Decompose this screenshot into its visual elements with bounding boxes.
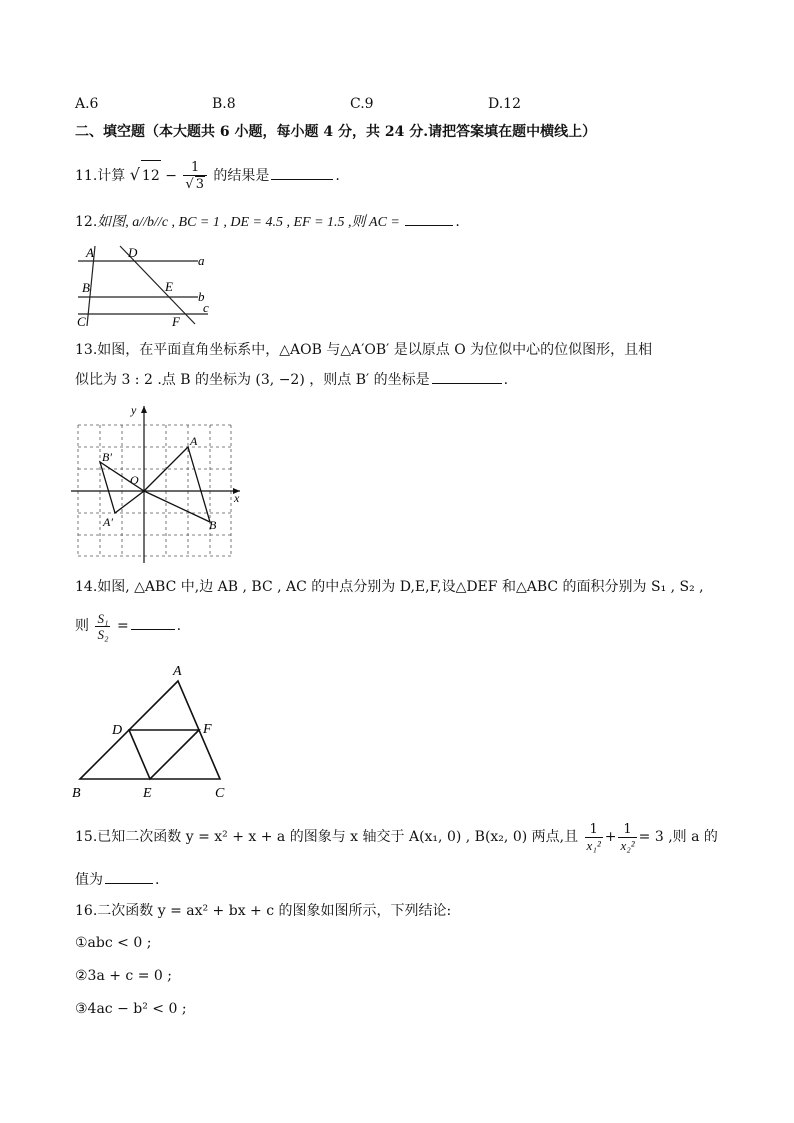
q12-number: 12.	[75, 214, 98, 230]
q13-number: 13.	[75, 342, 98, 358]
q11-sqrt-arg: 12	[141, 160, 161, 191]
q15-fraction-1	[585, 822, 603, 853]
q15-fraction-2	[618, 822, 636, 853]
label-E: E	[143, 786, 152, 801]
section-title: 二、填空题（本大题共 6 小题，每小题 4 分，共 24 分.请把答案填在题中横线上）	[75, 124, 597, 140]
q11-prefix: 计算	[97, 168, 126, 184]
option-a: A.6	[75, 96, 99, 112]
triangle-figure	[68, 660, 243, 805]
q14-eq: =	[116, 618, 129, 634]
y-arrow	[141, 406, 147, 413]
label-D: D	[112, 723, 123, 738]
question-12: 12.如图, a//b//c , BC = 1 , DE = 4.5 , EF = 1.5 ,则 AC = .	[75, 214, 460, 230]
q14-frac-num: S₁	[97, 610, 109, 626]
triangle-DEF	[129, 730, 199, 779]
q16-number: 16.	[75, 903, 98, 919]
label-b: b	[198, 289, 205, 304]
q14-frac-den: S₂	[97, 626, 109, 642]
label-B: B	[82, 280, 90, 295]
label-A: A	[173, 664, 182, 679]
q11-frac-num: 1	[183, 160, 207, 176]
q15-f2-den: x₂²	[620, 837, 635, 853]
label-D: D	[128, 245, 138, 260]
answer-blank-14[interactable]	[131, 617, 175, 630]
label-A-prime: A′	[103, 515, 113, 529]
label-F: F	[172, 314, 180, 329]
parallel-lines-figure	[70, 240, 230, 330]
answer-blank-15[interactable]	[105, 871, 153, 884]
q15-line1-end: = 3 ,则 a 的	[638, 829, 718, 845]
option-c: C.9	[350, 96, 374, 112]
q15-number: 15.	[75, 829, 98, 845]
q14-line1: 如图, △ABC 中,边 AB , BC , AC 的中点分别为 D,E,F,设△DEF 和△ABC 的面积分别为 S₁ , S₂ ,	[97, 579, 704, 595]
label-C: C	[77, 314, 86, 329]
option-d: D.12	[488, 96, 521, 112]
triangle-AOB	[144, 447, 210, 522]
x-axis-label: x	[234, 491, 240, 505]
q11-number: 11.	[75, 168, 98, 184]
q12-text: 如图, a//b//c , BC = 1 , DE = 4.5 , EF = 1.5 ,则 AC =	[97, 215, 404, 230]
label-C: C	[215, 786, 225, 801]
question-16	[75, 901, 451, 921]
question-14-line2: 则 $\frac{\text{S₁}}{\text{S₂}}$ = .	[75, 610, 182, 642]
answer-blank-13[interactable]	[432, 371, 502, 384]
question-11: 11.计算 √ 12 − $\frac{1}{√ 3}$ 的结果是 .	[75, 160, 340, 192]
question-13-line1	[75, 340, 652, 360]
label-F: F	[203, 722, 212, 737]
q14-fraction	[95, 611, 110, 642]
label-c: c	[203, 300, 209, 315]
question-13-line2: 似比为 3 : 2 .点 B 的坐标为 (3, −2) ，则点 B′ 的坐标是 .	[75, 372, 509, 388]
label-a: a	[198, 253, 205, 268]
origin-label: O	[130, 473, 139, 487]
coordinate-figure	[68, 398, 248, 563]
q13-line2: 似比为 3 : 2 .点 B 的坐标为 (3, −2) ，则点 B′ 的坐标是	[75, 372, 430, 388]
question-14-line1	[75, 577, 704, 597]
q15-plus: +	[604, 829, 617, 845]
q15-line1: 已知二次函数 y = x² + x + a 的图象与 x 轴交于 A(x₁, 0) , B(x₂, 0) 两点,且	[97, 829, 579, 845]
sqrt-symbol: √	[129, 165, 140, 184]
q16-item-3: ③4ac − b² < 0 ;	[75, 1001, 187, 1017]
label-B-prime: B′	[102, 450, 112, 464]
question-15-line2: 值为 .	[75, 872, 160, 888]
q11-suffix: 的结果是	[213, 168, 270, 184]
option-b: B.8	[212, 96, 236, 112]
q14-number: 14.	[75, 579, 98, 595]
q11-frac-den-arg: 3	[195, 177, 204, 192]
q14-prefix: 则	[75, 618, 89, 634]
answer-blank-12[interactable]	[405, 213, 453, 226]
sqrt-symbol: √	[185, 177, 194, 192]
q11-minus: −	[165, 168, 177, 184]
q15-f1-den: x₁²	[586, 837, 601, 853]
label-A: A	[190, 434, 198, 448]
question-15-line1	[75, 818, 718, 856]
label-B: B	[209, 518, 217, 532]
q15-f2-num: 1	[618, 822, 636, 838]
label-E: E	[165, 279, 173, 294]
answer-blank-11[interactable]	[271, 167, 333, 180]
q11-fraction	[183, 160, 207, 192]
q16-item-2: ②3a + c = 0 ;	[75, 968, 172, 984]
label-B: B	[72, 786, 81, 801]
label-A: A	[86, 245, 94, 260]
q15-f1-num: 1	[585, 822, 603, 838]
q11-frac-den	[183, 176, 207, 192]
q15-line2: 值为	[75, 872, 103, 888]
q16-item-1: ①abc < 0 ;	[75, 935, 152, 951]
q16-text: 二次函数 y = ax² + bx + c 的图象如图所示，下列结论:	[97, 903, 452, 919]
q13-line1: 如图，在平面直角坐标系中，△AOB 与△A′OB′ 是以原点 O 为位似中心的位似图形，且相	[97, 342, 653, 358]
y-axis-label: y	[131, 403, 137, 417]
